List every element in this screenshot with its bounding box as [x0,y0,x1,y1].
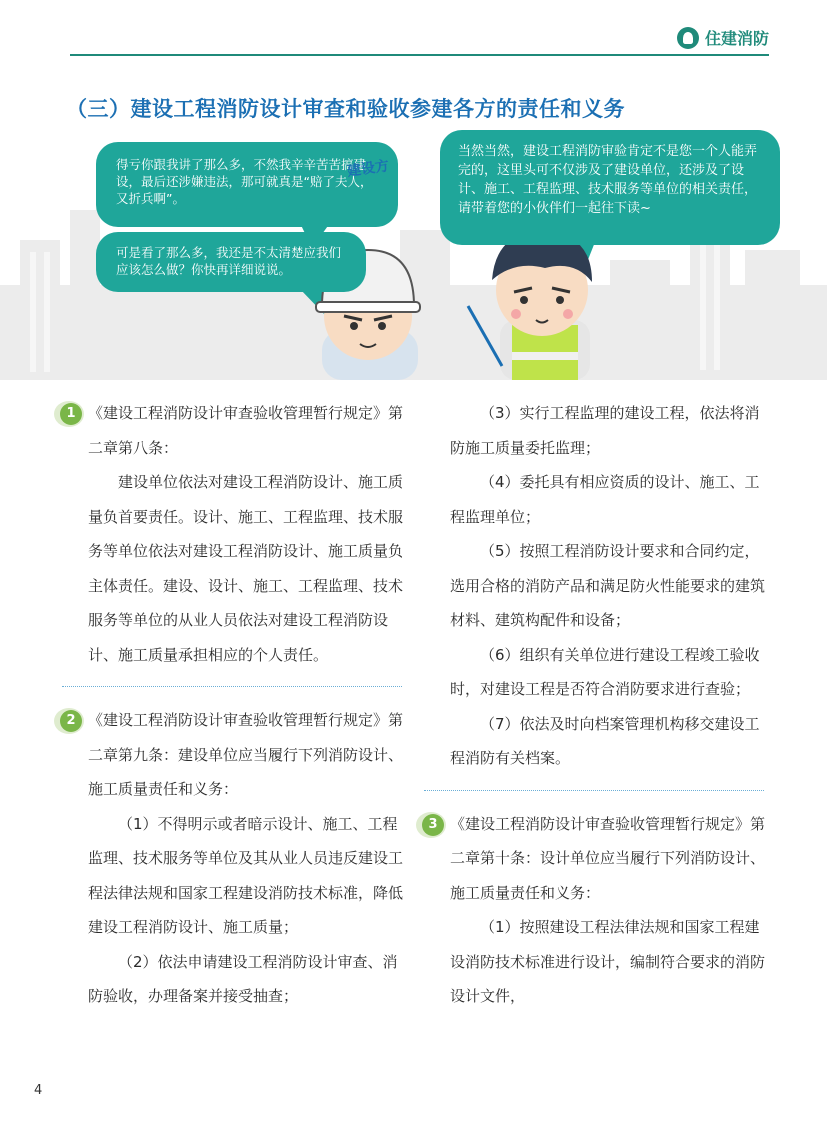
law-item-2 [66,703,408,1014]
section-divider [62,686,402,687]
law-clause: （4）委托具有相应资质的设计、施工、工程监理单位； [450,473,760,526]
law-item-1 [66,396,408,672]
speech-bubble-builder-1 [96,142,398,227]
law-heading: 《建设工程消防设计审查验收管理暂行规定》第二章第十条：设计单位应当履行下列消防设计、施工质量责任和义务： [450,814,766,902]
bubble-text: 当然当然，建设工程消防审验肯定不是您一个人能弄完的，这里头可不仅涉及了建设单位，还涉及了设计、施工、工程监理、技术服务等单位的相关责任，请带着您的小伙伴们一起往下读~ [458,144,758,216]
brand-name: 住建消防 [704,29,769,48]
law-clause: （1）按照建设工程法律法规和国家工程建设消防技术标准进行设计，编制符合要求的消防设计文件， [450,918,766,1005]
item-number-badge: 1 [60,403,82,425]
section-title: （三）建设工程消防设计审查和验收参建各方的责任和义务 [66,97,625,121]
law-clause: （2）依法申请建设工程消防设计审查、消防验收，办理备案并接受抽查； [88,952,398,1005]
header-rule [70,54,769,56]
hero-illustration [0,120,827,380]
law-clause: （3）实行工程监理的建设工程，依法将消防施工质量委托监理； [450,404,760,457]
speech-bubble-inspector [440,130,780,245]
law-clause: （1）不得明示或者暗示设计、施工、工程监理、技术服务等单位及其从业人员违反建设工程法律法规和国家工程建设消防技术标准，降低建设工程消防设计、施工质量； [88,814,404,936]
speech-bubble-builder-2 [96,232,366,292]
law-heading: 《建设工程消防设计审查验收管理暂行规定》第二章第八条： [88,404,404,457]
right-column [428,396,770,1014]
law-clause: （7）依法及时向档案管理机构移交建设工程消防有关档案。 [450,714,760,767]
law-heading: 《建设工程消防设计审查验收管理暂行规定》第二章第九条：建设单位应当履行下列消防设计、施工质量责任和义务： [88,711,404,798]
item-number-badge: 2 [60,710,82,732]
law-clause: （6）组织有关单位进行建设工程竣工验收时，对建设工程是否符合消防要求进行查验； [450,645,760,698]
brand-logo-icon [677,27,699,49]
item-number-badge: 3 [422,814,444,836]
bubble-text: 得亏你跟我讲了那么多，不然我辛辛苦苦搞建设，最后还涉嫌违法，那可就真是“赔了夫人，又折兵啊”。 [116,157,373,206]
helmet-label: 建设方 [346,158,391,180]
page-number: 4 [34,1083,43,1098]
law-clause: （5）按照工程消防设计要求和合同约定，选用合格的消防产品和满足防火性能要求的建筑材料、建筑构配件和设备； [450,542,766,629]
section-divider [424,790,764,791]
bubble-text: 可是看了那么多，我还是不太清楚应我们应该怎么做？你快再详细说说。 [116,245,342,277]
left-column [66,396,408,1014]
law-item-3 [428,807,770,1014]
law-body: 建设单位依法对建设工程消防设计、施工质量负首要责任。设计、施工、工程监理、技术服务等单位依法对建设工程消防设计、施工质量负主体责任。建设、设计、施工、工程监理、技术服务等单位的从业人员依法对建设工程消防设计、施工质量承担相应的个人责任。 [88,473,404,664]
brand [677,26,769,49]
